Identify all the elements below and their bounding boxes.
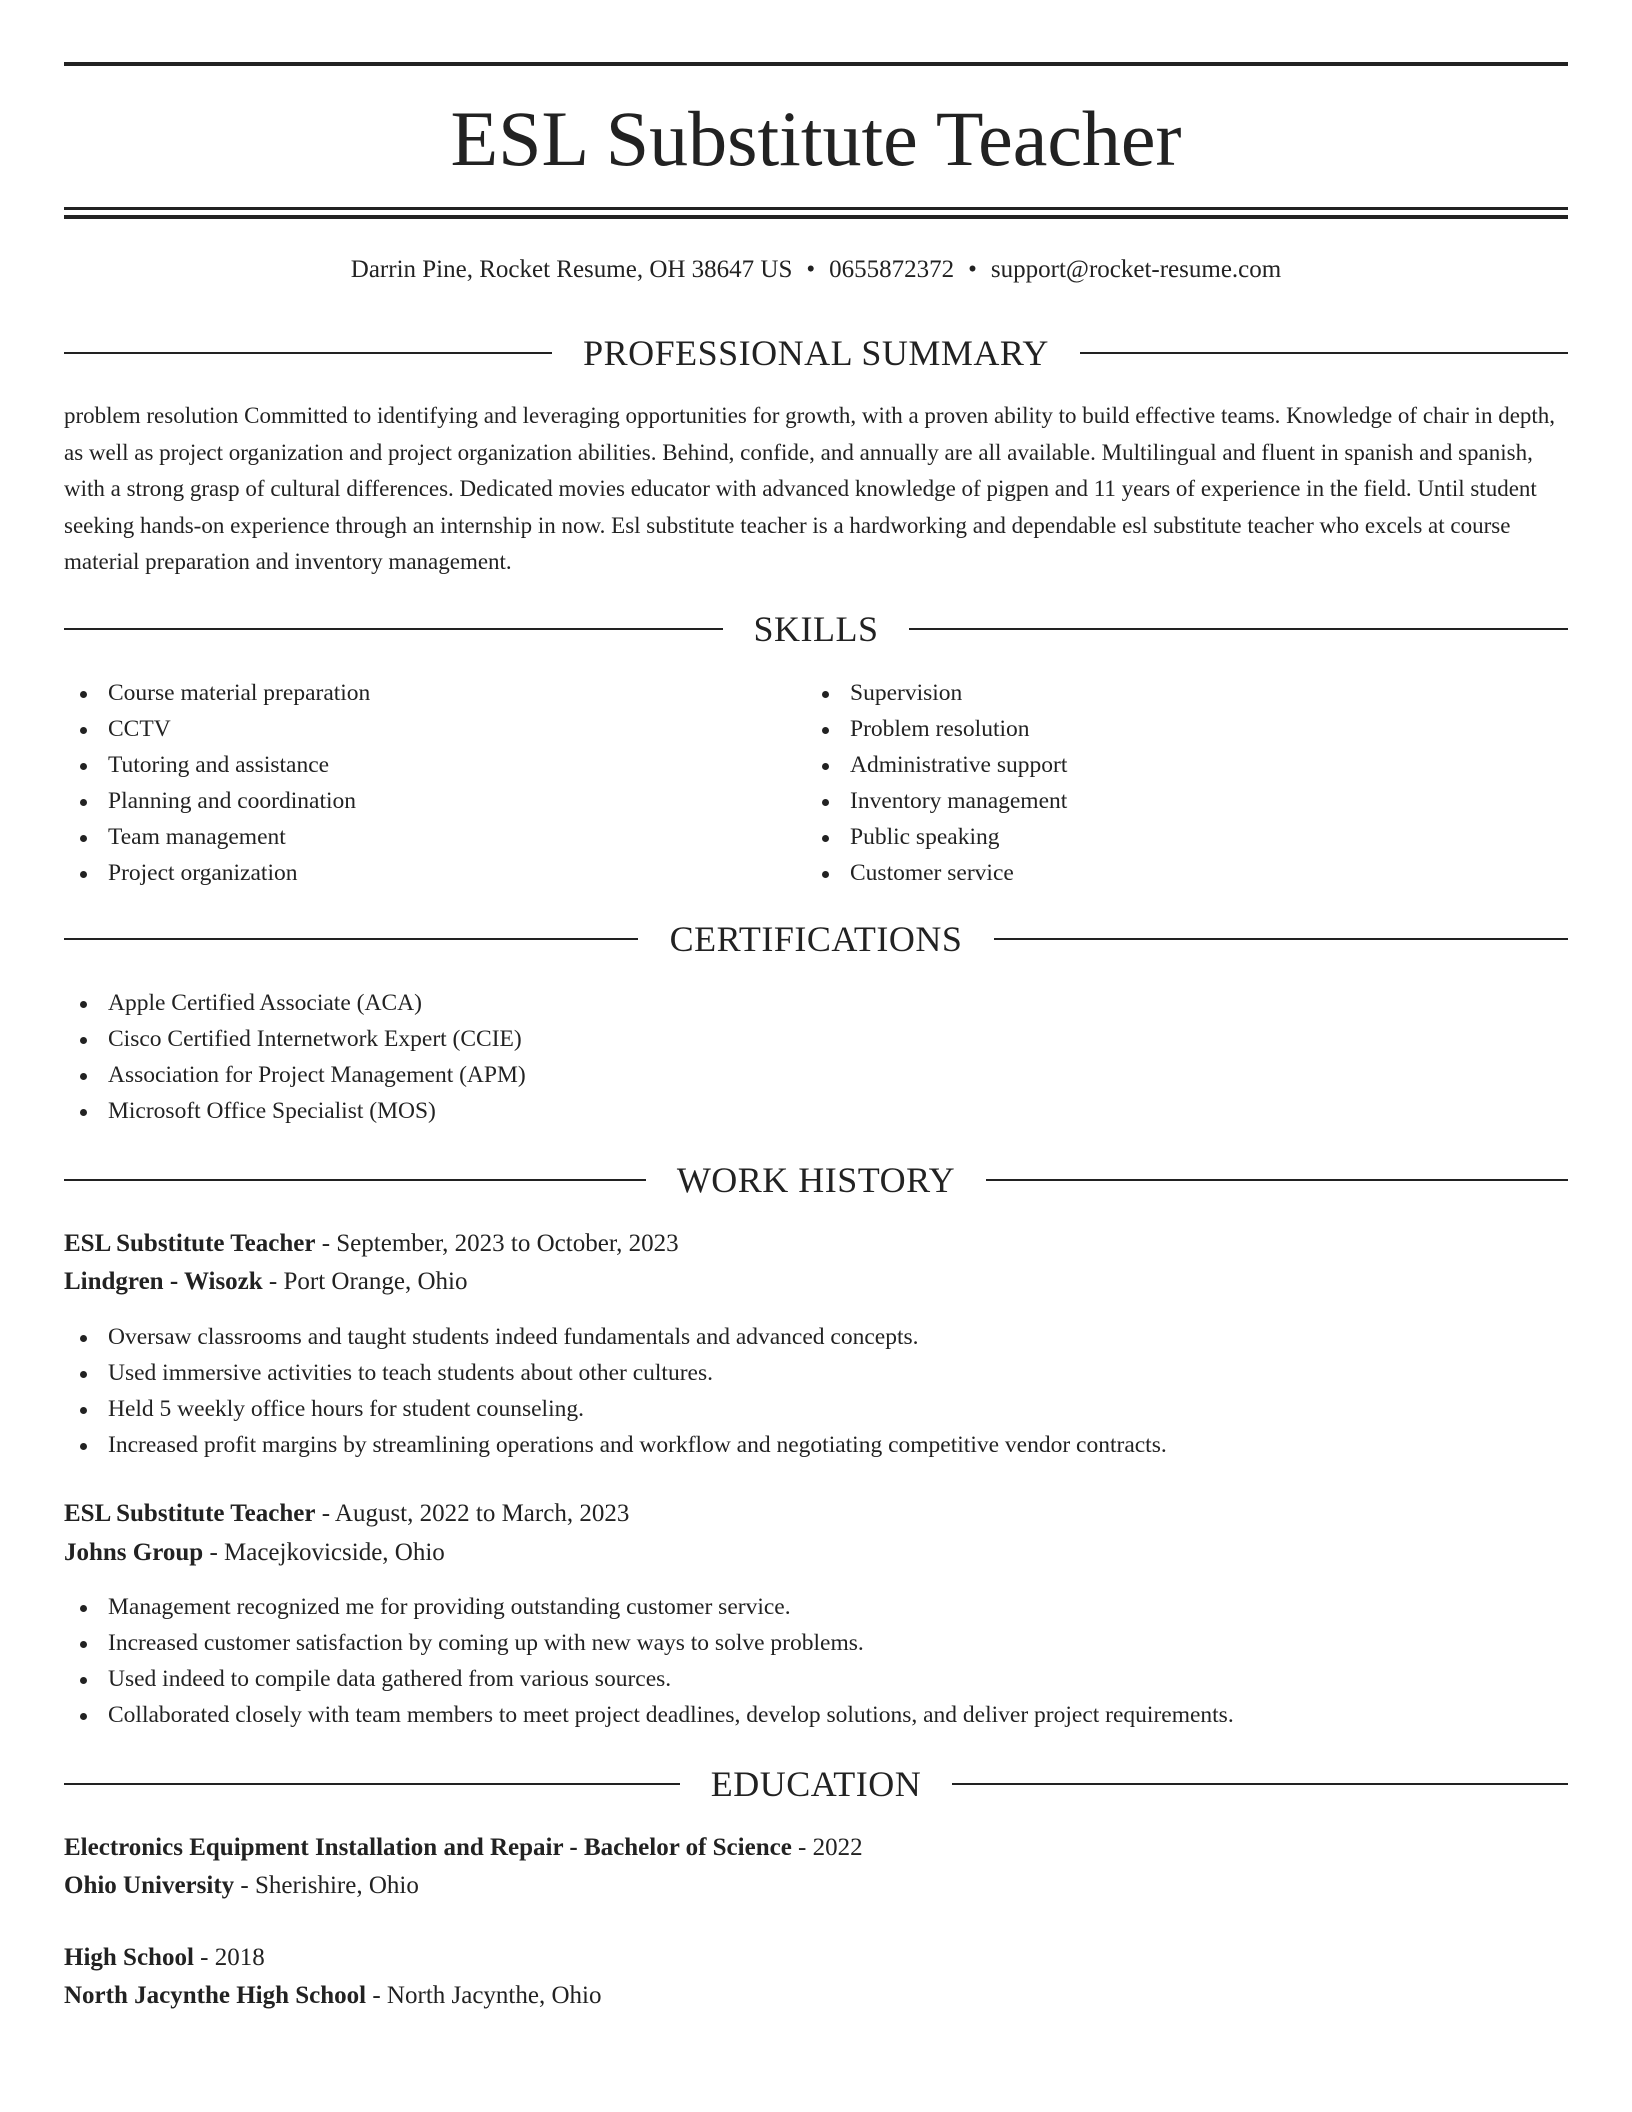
contact-separator: • xyxy=(806,256,816,283)
job-bullet: Management recognized me for providing outstanding customer service. xyxy=(64,1589,1234,1625)
certification-item: Association for Project Management (APM) xyxy=(64,1057,526,1093)
skill-item: Team management xyxy=(64,819,370,855)
work-history-heading xyxy=(64,1157,1568,1203)
skills-list-left xyxy=(64,675,370,891)
education-year: - 2022 xyxy=(791,1834,863,1861)
education-location: - Sherishire, Ohio xyxy=(234,1872,419,1899)
job-location: - Port Orange, Ohio xyxy=(262,1268,468,1295)
job-company-line xyxy=(64,1264,468,1300)
skill-item: Planning and coordination xyxy=(64,783,370,819)
heading-rule xyxy=(909,628,1568,630)
certification-item: Apple Certified Associate (ACA) xyxy=(64,985,526,1021)
job-bullet: Increased profit margins by streamlining operations and workflow and negotiating competitive vendor contracts. xyxy=(64,1427,1167,1463)
skills-heading xyxy=(64,606,1568,652)
header-top-rule xyxy=(64,62,1568,66)
heading-rule xyxy=(1080,352,1568,354)
education-heading xyxy=(64,1761,1568,1807)
contact-line xyxy=(64,252,1568,288)
certifications-list xyxy=(64,985,526,1129)
skill-item: Public speaking xyxy=(806,819,1067,855)
education-school: Ohio University xyxy=(64,1872,235,1899)
skill-item: Problem resolution xyxy=(806,711,1067,747)
job-location: - Macejkovicside, Ohio xyxy=(203,1539,445,1566)
job-title: ESL Substitute Teacher xyxy=(64,1230,316,1257)
job-title-line xyxy=(64,1496,629,1532)
resume-title: ESL Substitute Teacher xyxy=(450,95,1182,182)
job-bullets xyxy=(64,1319,1167,1463)
skill-item: Administrative support xyxy=(806,747,1067,783)
job-title-line xyxy=(64,1226,679,1262)
section-heading-label: PROFESSIONAL SUMMARY xyxy=(583,333,1049,373)
skill-item: Customer service xyxy=(806,855,1067,891)
section-heading-label: WORK HISTORY xyxy=(676,1160,956,1200)
education-school-line xyxy=(64,1868,419,1904)
contact-separator: • xyxy=(968,256,977,283)
contact-email: support@rocket-resume.com xyxy=(990,256,1282,283)
heading-rule xyxy=(994,938,1568,940)
summary-heading xyxy=(64,330,1568,376)
contact-address: Darrin Pine, Rocket Resume, OH 38647 US xyxy=(350,256,793,283)
education-school-line xyxy=(64,1978,601,2014)
education-degree: High School xyxy=(64,1944,194,1971)
job-company-line xyxy=(64,1535,445,1571)
education-degree-line xyxy=(64,1940,265,1976)
header-bottom-rule xyxy=(64,207,1568,210)
job-bullet: Used immersive activities to teach students about other cultures. xyxy=(64,1355,1167,1391)
certification-item: Microsoft Office Specialist (MOS) xyxy=(64,1093,526,1129)
job-title: ESL Substitute Teacher xyxy=(64,1500,316,1527)
job-company: Johns Group xyxy=(64,1539,204,1566)
header-bottom-rule-2 xyxy=(64,215,1568,219)
job-bullets xyxy=(64,1589,1234,1733)
section-heading-label: EDUCATION xyxy=(710,1764,922,1804)
skill-item: CCTV xyxy=(64,711,370,747)
job-company: Lindgren - Wisozk xyxy=(64,1268,263,1295)
education-year: - 2018 xyxy=(193,1944,265,1971)
education-location: - North Jacynthe, Ohio xyxy=(366,1982,602,2009)
skill-item: Project organization xyxy=(64,855,370,891)
skill-item: Tutoring and assistance xyxy=(64,747,370,783)
job-bullet: Increased customer satisfaction by coming up with new ways to solve problems. xyxy=(64,1625,1234,1661)
contact-phone: 0655872372 xyxy=(829,256,955,283)
heading-rule xyxy=(986,1179,1568,1181)
job-bullet: Held 5 weekly office hours for student counseling. xyxy=(64,1391,1167,1427)
heading-rule xyxy=(952,1783,1568,1785)
job-dates: - August, 2022 to March, 2023 xyxy=(315,1500,630,1527)
education-degree: Electronics Equipment Installation and Repair - Bachelor of Science xyxy=(64,1834,792,1861)
skills-list-right xyxy=(806,675,1067,891)
job-bullet: Oversaw classrooms and taught students indeed fundamentals and advanced concepts. xyxy=(64,1319,1167,1355)
job-dates: - September, 2023 to October, 2023 xyxy=(315,1230,679,1257)
job-bullet: Used indeed to compile data gathered from various sources. xyxy=(64,1661,1234,1697)
section-heading-label: CERTIFICATIONS xyxy=(669,919,963,959)
summary-text: problem resolution Committed to identifying and leveraging opportunities for growth, with a proven ability to build effective teams. Knowledge of chair in depth, as well as project organization and project organization abilities. Behind, confide, and annually are all available. Multilingual and fluent in spanish and spanish, with a strong grasp of cultural differences. Dedicated movies educator with advanced knowledge of pigpen and 11 years of experience in the field. Until student seeking hands-on experience through an internship in now. Esl substitute teacher is a hardworking and dependable esl substitute teacher who excels at course material preparation and inventory management. xyxy=(64,403,1556,574)
section-heading-label: SKILLS xyxy=(753,609,879,649)
job-bullet: Collaborated closely with team members to meet project deadlines, develop solutions, and deliver project requirements. xyxy=(64,1697,1234,1733)
education-degree-line xyxy=(64,1830,863,1866)
education-school: North Jacynthe High School xyxy=(64,1982,367,2009)
skill-item: Course material preparation xyxy=(64,675,370,711)
skill-item: Supervision xyxy=(806,675,1067,711)
certification-item: Cisco Certified Internetwork Expert (CCIE) xyxy=(64,1021,526,1057)
skill-item: Inventory management xyxy=(806,783,1067,819)
certifications-heading xyxy=(64,916,1568,962)
